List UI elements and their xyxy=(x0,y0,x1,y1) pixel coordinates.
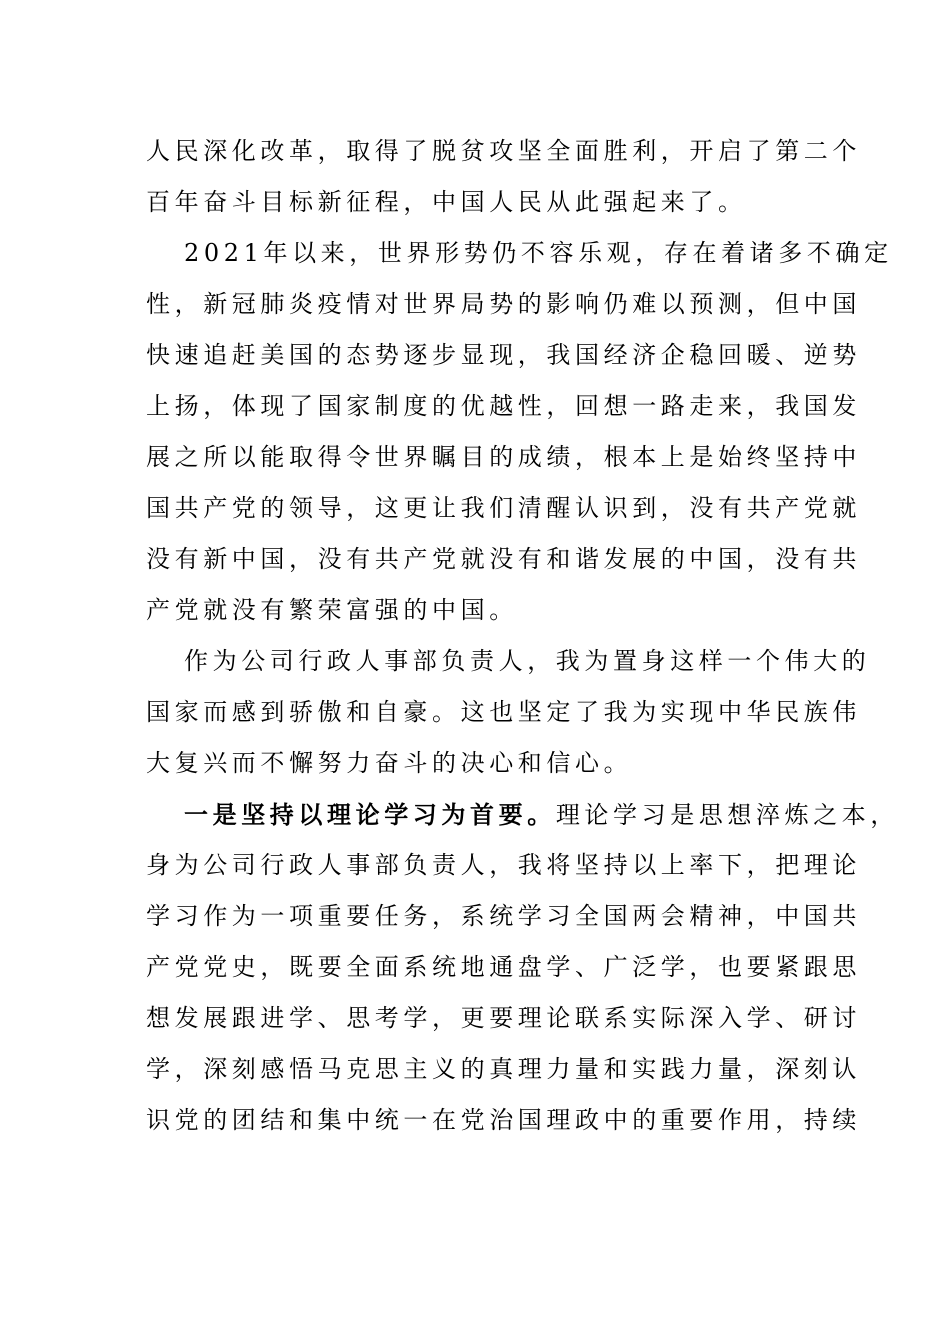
text-line: 识党的团结和集中统一在党治国理政中的重要作用，持续 xyxy=(146,1106,861,1134)
paragraph-2 xyxy=(146,228,893,636)
text-line xyxy=(146,789,900,840)
paragraph-1 xyxy=(146,126,861,228)
text-line: 国家而感到骄傲和自豪。这也坚定了我为实现中华民族伟 xyxy=(146,698,861,726)
text-line: 学习作为一项重要任务，系统学习全国两会精神，中国共 xyxy=(146,902,861,930)
paragraph-3 xyxy=(146,636,871,789)
paragraph-4 xyxy=(146,789,900,1146)
text-line: 人民深化改革，取得了脱贫攻坚全面胜利，开启了第二个 xyxy=(146,137,861,165)
text-line: 学，深刻感悟马克思主义的真理力量和实践力量，深刻认 xyxy=(146,1055,861,1083)
text-line: 身为公司行政人事部负责人，我将坚持以上率下，把理论 xyxy=(146,851,861,879)
text-line: 大复兴而不懈努力奋斗的决心和信心。 xyxy=(146,749,633,777)
paragraph-lead-text: 理论学习是思想淬炼之本， xyxy=(555,801,900,829)
paragraph-lead-heading: 一是坚持以理论学习为首要。 xyxy=(184,800,556,829)
text-line: 没有新中国，没有共产党就没有和谐发展的中国，没有共 xyxy=(146,545,861,573)
text-line: 作为公司行政人事部负责人，我为置身这样一个伟大的 xyxy=(184,647,871,675)
text-line: 想发展跟进学、思考学，更要理论联系实际深入学、研讨 xyxy=(146,1004,861,1032)
text-line: 百年奋斗目标新征程，中国人民从此强起来了。 xyxy=(146,188,747,216)
text-line: 展之所以能取得令世界瞩目的成绩，根本上是始终坚持中 xyxy=(146,443,861,471)
body-text xyxy=(146,126,900,1146)
text-line: 产党就没有繁荣富强的中国。 xyxy=(146,596,518,624)
text-line: 快速追赶美国的态势逐步显现，我国经济企稳回暖、逆势 xyxy=(146,341,861,369)
text-line: 2021年以来，世界形势仍不容乐观，存在着诸多不确定 xyxy=(184,239,893,267)
text-line: 性，新冠肺炎疫情对世界局势的影响仍难以预测，但中国 xyxy=(146,290,861,318)
text-line: 国共产党的领导，这更让我们清醒认识到，没有共产党就 xyxy=(146,494,861,522)
text-line: 产党党史，既要全面系统地通盘学、广泛学，也要紧跟思 xyxy=(146,953,861,981)
text-line: 上扬，体现了国家制度的优越性，回想一路走来，我国发 xyxy=(146,392,861,420)
